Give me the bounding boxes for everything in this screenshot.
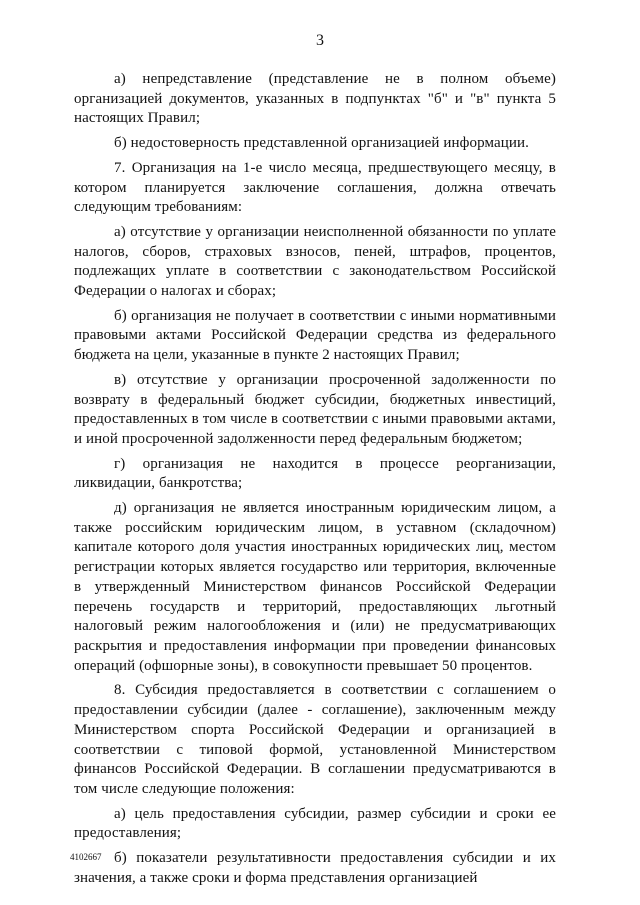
document-code: 4102667	[70, 852, 102, 862]
paragraph-7d: д) организация не является иностранным юридическим лицом, а также российским юридическим лицом, в уставном (складочном) капитале которого доля участия иностранных юридических лиц, местом регистрации которых является государство или территория, включенные в утвержденный Министерством финансов Российской Федерации перечень государств и территорий, предоставляющих льготный налоговый режим налогообложения и (или) не предусматривающих раскрытия и предоставления информации при проведении финансовых операций (офшорные зоны), в совокупности превышает 50 процентов.	[74, 500, 556, 674]
paragraph-7: 7. Организация на 1-е число месяца, предшествующего месяцу, в котором планируется заключение соглашения, должна отвечать следующим требованиям:	[74, 159, 556, 216]
paragraph-6b: б) недостоверность представленной организацией информации.	[114, 135, 529, 152]
paragraph-6a: а) непредставление (представление не в полном объеме) организацией документов, указанных в подпунктах "б" и "в" пункта 5 настоящих Правил;	[74, 71, 556, 127]
paragraph-7b: б) организация не получает в соответствии с иными нормативными правовыми актами Российской Федерации средства из федерального бюджета на цели, указанные в пункте 2 настоящих Правил;	[74, 307, 556, 364]
document-body	[74, 70, 556, 893]
page-number: 3	[316, 32, 324, 49]
paragraph-8a: а) цель предоставления субсидии, размер субсидии и сроки ее предоставления;	[74, 805, 556, 842]
paragraph-7a: а) отсутствие у организации неисполненной обязанности по уплате налогов, сборов, страховых взносов, пеней, штрафов, процентов, подлежащих уплате в соответствии с законодательством Российской Федерации о налогах и сборах;	[74, 223, 556, 300]
paragraph-8b: б) показатели результативности предоставления субсидии и их значения, а также сроки и форма представления организацией	[74, 850, 556, 886]
paragraph-7g: г) организация не находится в процессе реорганизации, ликвидации, банкротства;	[74, 455, 556, 492]
paragraph-8: 8. Субсидия предоставляется в соответствии с соглашением о предоставлении субсидии (далее - соглашение), заключенным между Министерством спорта Российской Федерации и организацией в соответствии с типовой формой, установленной Министерством финансов Российской Федерации. В соглашении предусматриваются в том числе следующие положения:	[74, 682, 556, 797]
paragraph-7v: в) отсутствие у организации просроченной задолженности по возврату в федеральный бюджет субсидии, бюджетных инвестиций, предоставленных в том числе в соответствии с иными правовыми актами, и иной просроченной задолженности перед федеральным бюджетом;	[74, 371, 556, 447]
